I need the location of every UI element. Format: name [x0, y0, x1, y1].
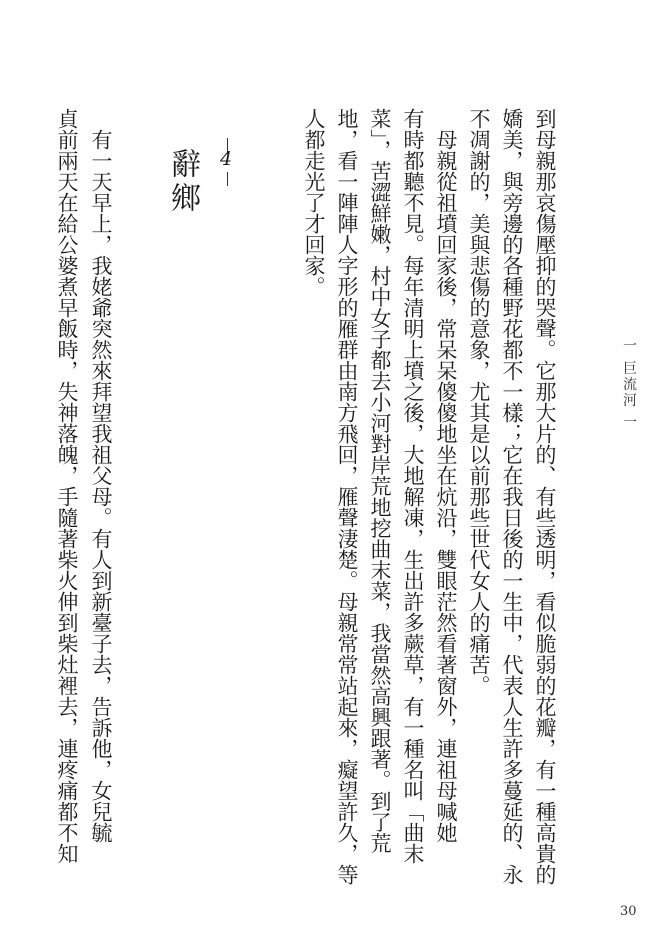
text-column-2: 嬌美，與旁邊的各種野花都不一樣；它在我日後的一生中，代表人生許多蔓延的、永 — [500, 108, 524, 885]
text-column-9: 有一天早上，我姥爺突然來拜望我祖父母。有人到新臺子去，告訴他，女兒毓 — [89, 108, 113, 843]
section-number: 4 — [220, 148, 233, 170]
text-column-3: 不凋謝的，美與悲傷的意象，尤其是以前那些世代女人的痛苦。 — [467, 108, 491, 696]
text-column-6: 菜」，苦澀鮮嫩，村中女子都去小河對岸荒地挖曲末菜，我當然高興跟著。到了荒 — [368, 108, 392, 854]
running-head: 一 巨流河 一 — [621, 338, 637, 431]
text-column-1: 到母親那哀傷壓抑的哭聲。它那大片的、有些透明，看似脆弱的花瓣，有一種高貴的 — [533, 108, 557, 885]
page-number: 30 — [620, 904, 637, 919]
text-column-4: 母親從祖墳回家後，常呆呆傻傻地坐在炕沿，雙眼茫然看著窗外，連祖母喊她 — [434, 108, 458, 843]
text-column-5: 有時都聽不見。每年清明上墳之後，大地解凍，生出許多蕨草，有一種名叫「曲末 — [401, 108, 425, 864]
section-rule-bottom — [227, 172, 228, 186]
text-column-7: 地，看一陣陣人字形的雁群由南方飛回，雁聲淒楚。母親常常站起來，癡望許久，等 — [335, 108, 359, 885]
section-title: 辭鄉 — [165, 148, 200, 216]
text-column-10: 貞前兩天在給公婆煮早飯時，失神落魄，手隨著柴火伸到柴灶裡去，連疼痛都不知 — [55, 108, 79, 864]
text-column-8: 人都走光了才回家。 — [302, 108, 326, 297]
